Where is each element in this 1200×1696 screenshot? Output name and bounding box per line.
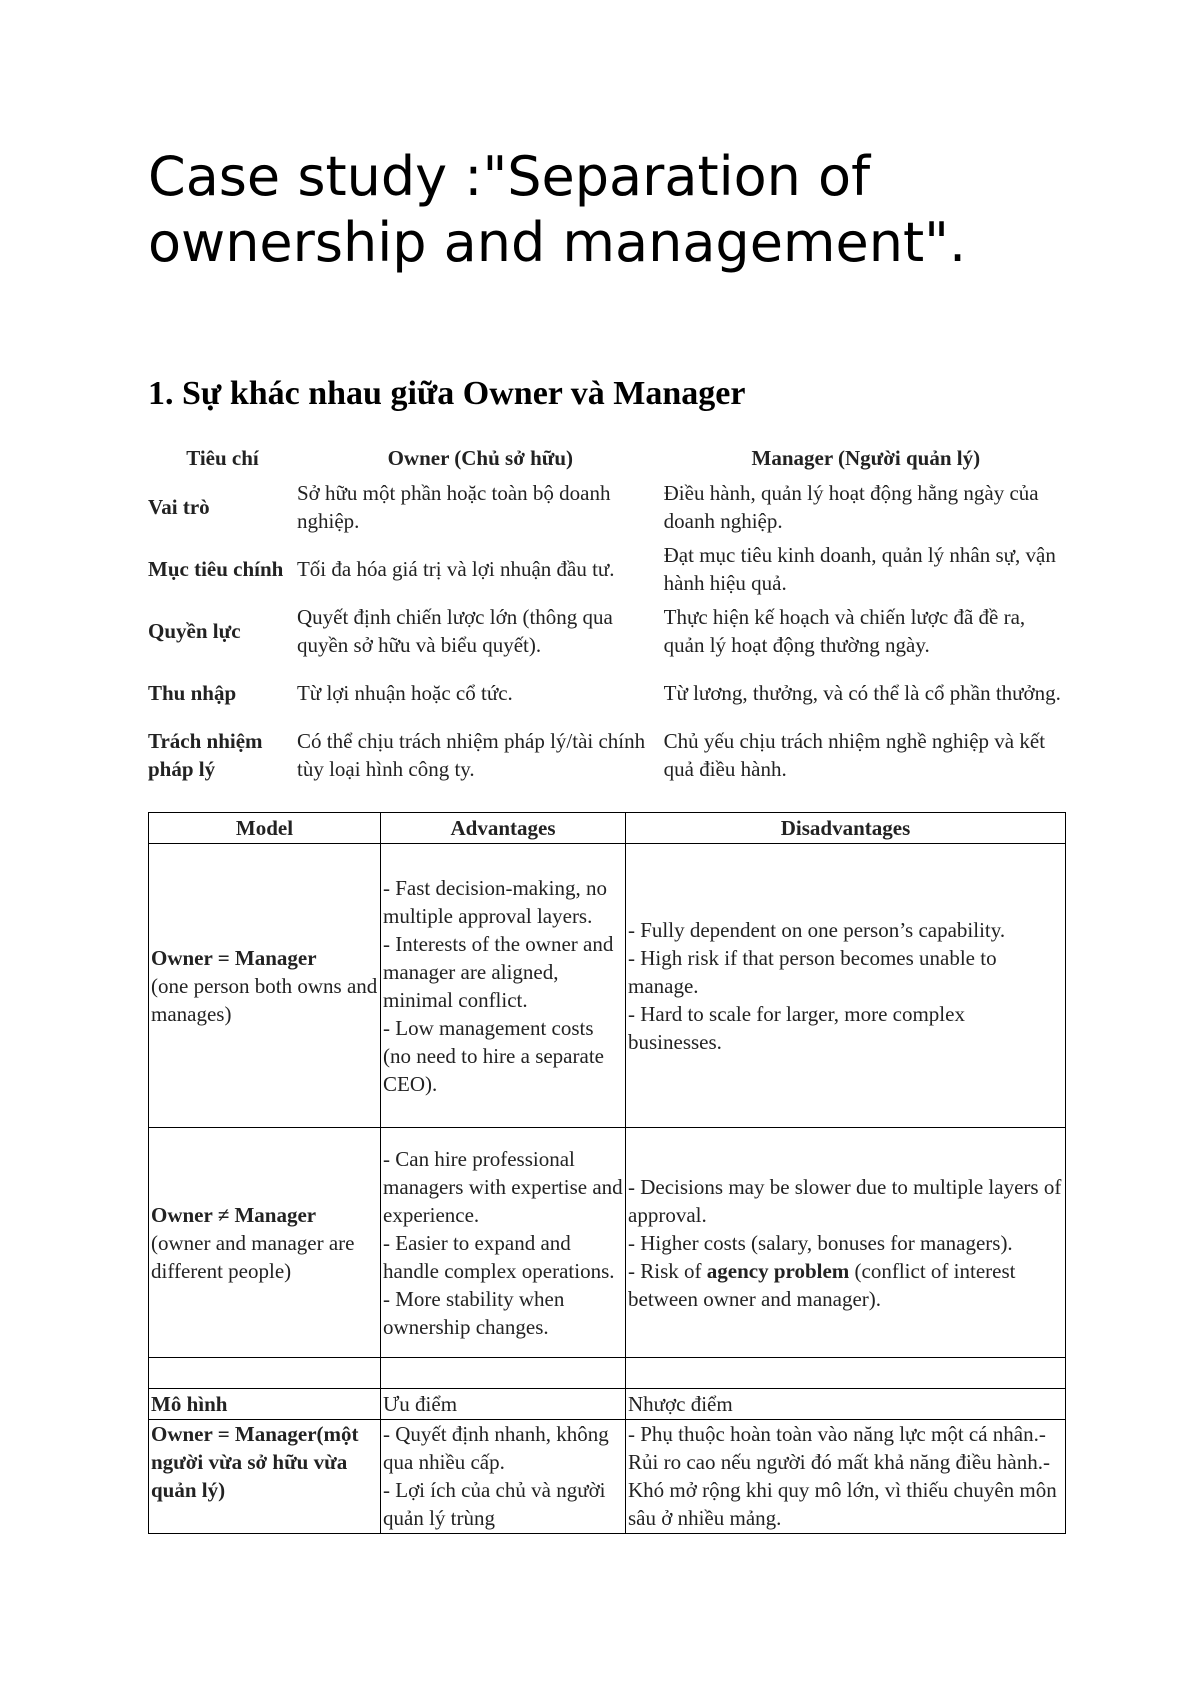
- vi-header-advantages: Ưu điểm: [381, 1389, 626, 1420]
- owner-cell: Có thể chịu trách nhiệm pháp lý/tài chính tùy loại hình công ty.: [296, 729, 646, 781]
- manager-cell: Chủ yếu chịu trách nhiệm nghề nghiệp và kết quả điều hành.: [663, 729, 1046, 781]
- disadvantage-item: [628, 1257, 1063, 1313]
- model-name: Owner = Manager: [151, 945, 317, 970]
- manager-cell: Thực hiện kế hoạch và chiến lược đã đề ra, quản lý hoạt động thường ngày.: [663, 605, 1026, 657]
- vi-disadvantages-cell: [626, 1420, 1066, 1534]
- comparison-row: [148, 478, 1068, 540]
- model-table: [148, 812, 1066, 1534]
- header-disadvantages: Disadvantages: [626, 813, 1066, 844]
- section-heading: 1. Sự khác nhau giữa Owner và Manager: [148, 375, 746, 412]
- header-criterion: Tiêu chí: [186, 446, 259, 470]
- disadvantage-item: - High risk if that person becomes unable to manage.: [628, 945, 997, 998]
- vi-header-row: [149, 1389, 1066, 1420]
- disadvantages-cell: [626, 844, 1066, 1128]
- model-row-owner-not-manager: [149, 1128, 1066, 1358]
- criterion-cell: Quyền lực: [148, 619, 241, 643]
- manager-cell: Điều hành, quản lý hoạt động hằng ngày của doanh nghiệp.: [663, 481, 1039, 533]
- disadvantages-cell: [626, 1128, 1066, 1358]
- document-title: [148, 144, 1068, 276]
- empty-cell: [149, 1358, 381, 1389]
- comparison-row: [148, 540, 1068, 602]
- criterion-cell: Vai trò: [148, 495, 210, 519]
- owner-cell: Tối đa hóa giá trị và lợi nhuận đầu tư.: [296, 557, 615, 581]
- vi-model-row: [149, 1420, 1066, 1534]
- empty-row: [149, 1358, 1066, 1389]
- advantages-cell: [381, 844, 626, 1128]
- advantages-cell: [381, 1128, 626, 1358]
- header-owner: Owner (Chủ sở hữu): [387, 446, 574, 470]
- model-header-row: [149, 813, 1066, 844]
- disadvantage-suffix: (conflict of interest between owner and manager).: [628, 1258, 1016, 1311]
- empty-cell: [626, 1358, 1066, 1389]
- owner-cell: Sở hữu một phần hoặc toàn bộ doanh nghiệp.: [296, 481, 611, 533]
- model-note: (one person both owns and manages): [151, 973, 378, 1026]
- comparison-table: [148, 444, 1068, 788]
- empty-cell: [381, 1358, 626, 1389]
- advantage-item: - Easier to expand and handle complex operations.: [383, 1230, 615, 1283]
- model-name: Owner ≠ Manager: [151, 1202, 317, 1227]
- criterion-cell: Mục tiêu chính: [148, 557, 284, 581]
- disadvantage-item: - Decisions may be slower due to multiple layers of approval.: [628, 1174, 1062, 1227]
- vi-advantages-cell: [381, 1420, 626, 1534]
- model-cell: [149, 844, 381, 1128]
- agency-problem-term: agency problem: [706, 1258, 850, 1283]
- advantage-item: - Quyết định nhanh, không qua nhiều cấp.: [383, 1422, 609, 1474]
- header-manager: Manager (Người quản lý): [751, 446, 981, 470]
- vi-header-disadvantages: Nhược điểm: [626, 1389, 1066, 1420]
- comparison-row: [148, 664, 1068, 726]
- comparison-header-row: [148, 444, 1068, 478]
- owner-cell: Từ lợi nhuận hoặc cổ tức.: [296, 681, 513, 705]
- advantage-item: - More stability when ownership changes.: [383, 1286, 565, 1339]
- model-note: (owner and manager are different people): [151, 1230, 355, 1283]
- comparison-row: [148, 726, 1068, 788]
- comparison-row: [148, 602, 1068, 664]
- model-cell: [149, 1128, 381, 1358]
- advantage-item: - Fast decision-making, no multiple approval layers.: [383, 875, 607, 928]
- advantage-item: - Lợi ích của chủ và người quản lý trùng: [383, 1478, 606, 1530]
- vi-model-name: Owner = Manager(một người vừa sở hữu vừa quản lý): [151, 1422, 359, 1502]
- advantage-item: - Interests of the owner and manager are aligned, minimal conflict.: [383, 931, 614, 1012]
- vi-header-model: Mô hình: [149, 1389, 381, 1420]
- disadvantage-item: - Fully dependent on one person’s capability.: [628, 917, 1006, 942]
- manager-cell: Từ lương, thưởng, và có thể là cổ phần thưởng.: [663, 681, 1061, 705]
- title-line-1: Case study :"Separation of: [148, 145, 871, 208]
- owner-cell: Quyết định chiến lược lớn (thông qua quyền sở hữu và biểu quyết).: [296, 605, 613, 657]
- vi-disadvantages-text: - Phụ thuộc hoàn toàn vào năng lực một cá nhân.- Rủi ro cao nếu người đó mất khả năng điều hành.- Khó mở rộng khi quy mô lớn, vì thiếu chuyên môn sâu ở nhiều mảng.: [628, 1422, 1057, 1530]
- disadvantage-prefix: - Risk of: [628, 1258, 707, 1283]
- advantage-item: - Low management costs (no need to hire a separate CEO).: [383, 1015, 604, 1096]
- manager-cell: Đạt mục tiêu kinh doanh, quản lý nhân sự, vận hành hiệu quả.: [663, 543, 1056, 595]
- criterion-cell: Thu nhập: [148, 681, 237, 705]
- header-advantages: Advantages: [381, 813, 626, 844]
- disadvantage-item: - Higher costs (salary, bonuses for managers).: [628, 1230, 1013, 1255]
- advantage-item: - Can hire professional managers with expertise and experience.: [383, 1146, 623, 1227]
- vi-advantages-clip: [383, 1420, 623, 1533]
- disadvantage-item: - Hard to scale for larger, more complex businesses.: [628, 1001, 965, 1054]
- vi-model-cell: [149, 1420, 381, 1534]
- criterion-cell: Trách nhiệm pháp lý: [148, 729, 263, 781]
- title-line-2: ownership and management".: [148, 211, 967, 274]
- model-row-owner-equals-manager: [149, 844, 1066, 1128]
- header-model: Model: [149, 813, 381, 844]
